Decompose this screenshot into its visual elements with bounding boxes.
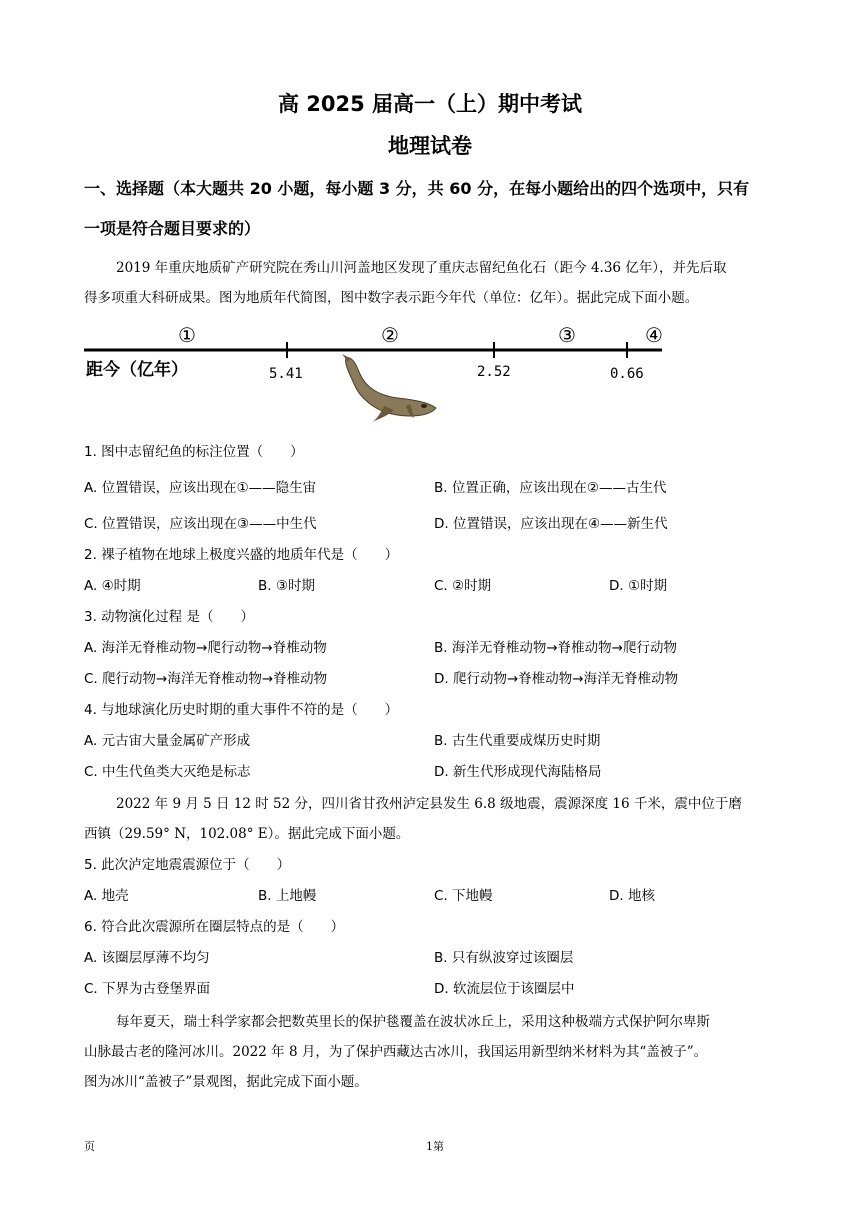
exam-subtitle: 地理试卷 — [388, 134, 472, 158]
period-label-3: ③ — [558, 323, 576, 347]
fossil-fish-image — [342, 354, 436, 422]
geologic-timeline-figure — [84, 318, 684, 428]
tick-label-3: 0.66 — [610, 366, 644, 382]
question-5-option-b[interactable]: B. 上地幔 — [258, 888, 317, 904]
question-3-option-c[interactable]: C. 爬行动物→海洋无脊椎动物→脊椎动物 — [84, 671, 328, 687]
section-heading-line1: 一、选择题（本大题共 20 小题，每小题 3 分，共 60 分，在每小题给出的四个选项中，只有 — [84, 179, 750, 198]
question-6-option-c[interactable]: C. 下界为古登堡界面 — [84, 981, 211, 997]
question-1-option-b[interactable]: B. 位置正确，应该出现在②——古生代 — [434, 480, 667, 496]
question-2-stem: 2. 裸子植物在地球上极度兴盛的地质年代是（ ） — [84, 547, 399, 563]
question-2-option-a[interactable]: A. ④时期 — [84, 578, 141, 594]
question-6-option-b[interactable]: B. 只有纵波穿过该圈层 — [434, 950, 574, 966]
passage2-line2: 西镇（29.59° N，102.08° E）。据此完成下面小题。 — [84, 826, 410, 842]
question-4-option-c[interactable]: C. 中生代鱼类大灭绝是标志 — [84, 764, 251, 780]
passage3-line1: 每年夏天，瑞士科学家都会把数英里长的保护毯覆盖在波状冰丘上，采用这种极端方式保护阿尔卑斯 — [116, 1014, 710, 1030]
question-2-option-b[interactable]: B. ③时期 — [258, 578, 315, 594]
period-label-1: ① — [178, 323, 196, 347]
question-1-option-c[interactable]: C. 位置错误，应该出现在③——中生代 — [84, 516, 317, 532]
page-number: 1第 — [426, 1140, 444, 1153]
period-label-2: ② — [381, 323, 399, 347]
question-4-option-a[interactable]: A. 元古宙大量金属矿产形成 — [84, 733, 251, 749]
passage2-line1: 2022 年 9 月 5 日 12 时 52 分，四川省甘孜州泸定县发生 6.8 级地震，震源深度 16 千米，震中位于磨 — [116, 796, 742, 812]
question-1-stem: 1. 图中志留纪鱼的标注位置（ ） — [84, 444, 304, 460]
question-6-stem: 6. 符合此次震源所在圈层特点的是（ ） — [84, 919, 345, 935]
passage1-line2: 得多项重大科研成果。图为地质年代简图，图中数字表示距今年代（单位：亿年）。据此完成下面小题。 — [84, 290, 699, 306]
footer-left: 页 — [84, 1140, 95, 1153]
question-2-option-c[interactable]: C. ②时期 — [434, 578, 492, 594]
question-5-option-a[interactable]: A. 地壳 — [84, 888, 129, 904]
question-3-stem: 3. 动物演化过程 是（ ） — [84, 609, 254, 625]
question-3-option-b[interactable]: B. 海洋无脊椎动物→脊椎动物→爬行动物 — [434, 640, 677, 656]
exam-title: 高 2025 届高一（上）期中考试 — [277, 92, 583, 116]
question-3-option-a[interactable]: A. 海洋无脊椎动物→爬行动物→脊椎动物 — [84, 640, 327, 656]
question-4-option-d[interactable]: D. 新生代形成现代海陆格局 — [434, 764, 602, 780]
question-4-option-b[interactable]: B. 古生代重要成煤历史时期 — [434, 733, 601, 749]
tick-label-1: 5.41 — [269, 366, 303, 382]
passage1-line1: 2019 年重庆地质矿产研究院在秀山川河盖地区发现了重庆志留纪鱼化石（距今 4.36 亿年），并先后取 — [116, 260, 727, 276]
question-5-option-d[interactable]: D. 地核 — [609, 888, 655, 904]
tick-label-2: 2.52 — [477, 364, 511, 380]
question-6-option-d[interactable]: D. 软流层位于该圈层中 — [434, 981, 575, 997]
question-3-option-d[interactable]: D. 爬行动物→脊椎动物→海洋无脊椎动物 — [434, 671, 679, 687]
question-5-option-c[interactable]: C. 下地幔 — [434, 888, 493, 904]
question-4-stem: 4. 与地球演化历史时期的重大事件不符的是（ ） — [84, 702, 399, 718]
question-6-option-a[interactable]: A. 该圈层厚薄不均匀 — [84, 950, 210, 966]
question-2-option-d[interactable]: D. ①时期 — [609, 578, 668, 594]
passage3-line3: 图为冰川“盖被子”景观图，据此完成下面小题。 — [84, 1074, 368, 1090]
section-heading-line2: 一项是符合题目要求的） — [84, 219, 261, 238]
question-1-option-d[interactable]: D. 位置错误，应该出现在④——新生代 — [434, 516, 668, 532]
axis-label: 距今（亿年） — [86, 360, 188, 380]
period-label-4: ④ — [645, 323, 663, 347]
passage3-line2: 山脉最古老的隆河冰川。2022 年 8 月，为了保护西藏达古冰川，我国运用新型纳米材料为其“盖被子”。 — [84, 1044, 708, 1060]
question-1-option-a[interactable]: A. 位置错误，应该出现在①——隐生宙 — [84, 480, 317, 496]
question-5-stem: 5. 此次泸定地震震源位于（ ） — [84, 857, 291, 873]
